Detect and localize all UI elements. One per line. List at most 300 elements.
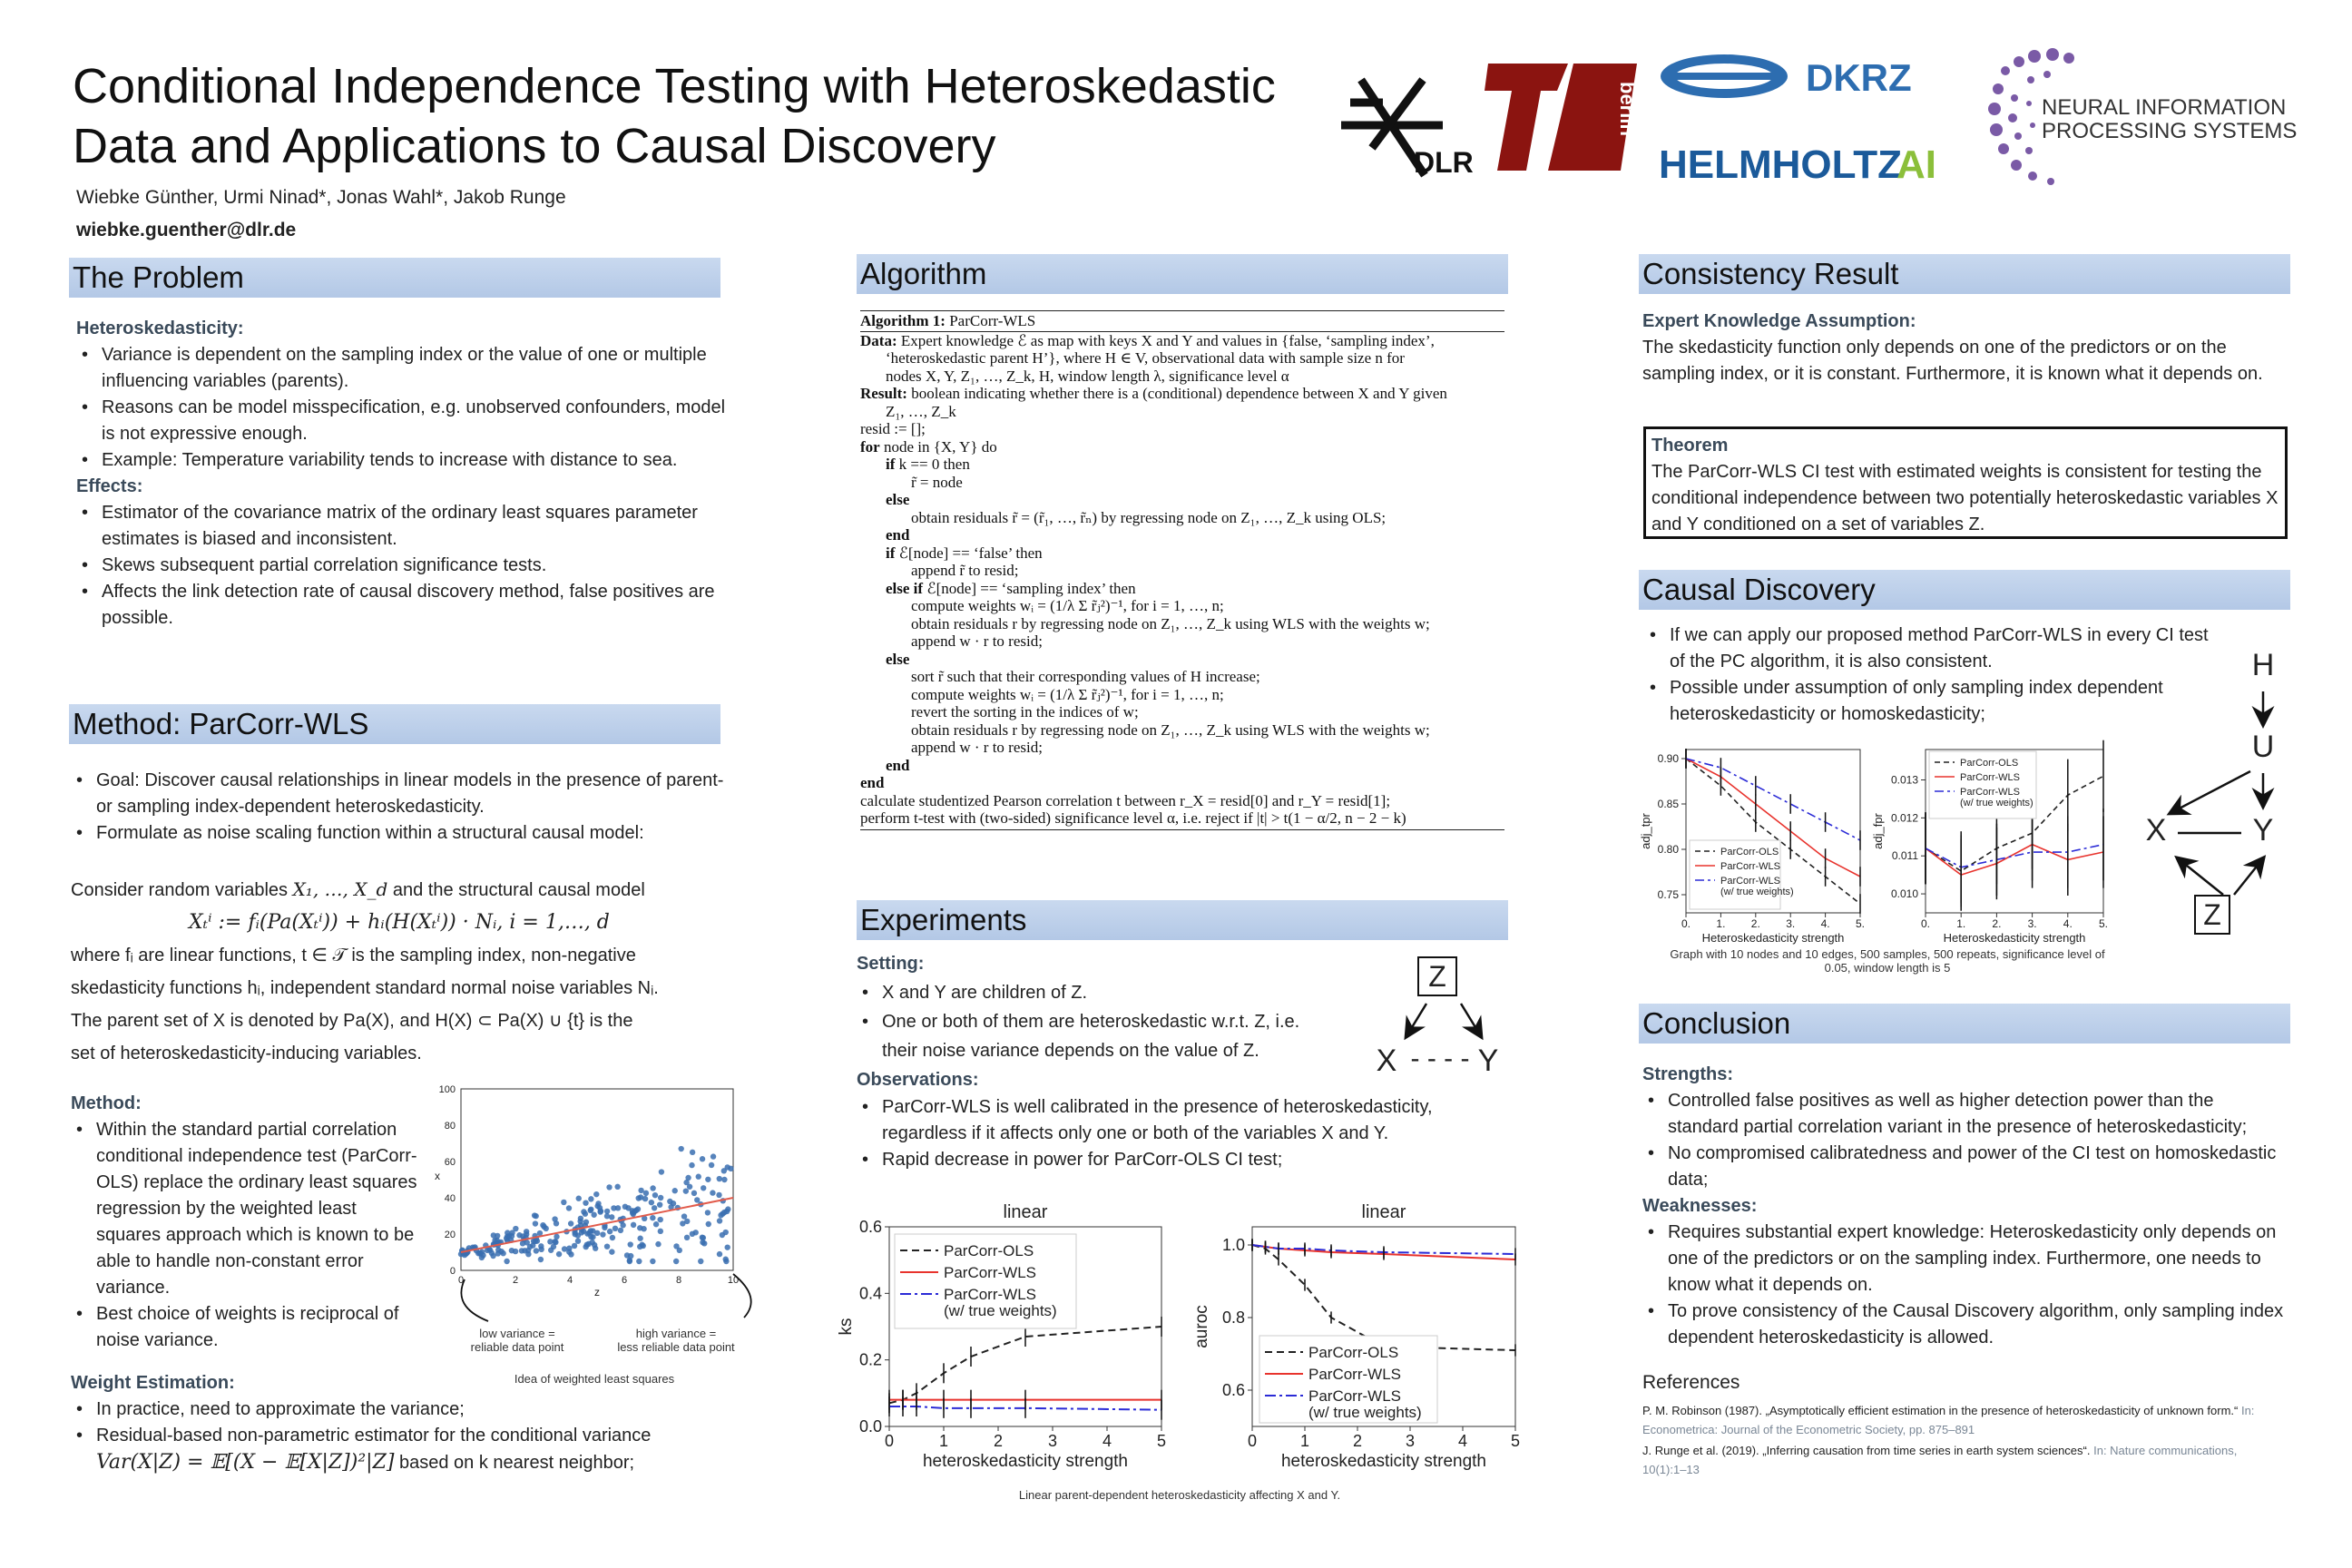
- scatter-point: [509, 1233, 514, 1239]
- theorem-text: The ParCorr-WLS CI test with estimated weights is consistent for testing the conditional independence between two potentially heteroskedastic variables X and Y conditioned on a set of variables Z.: [1651, 462, 2278, 534]
- list-item: • Residual-based non-parametric estimator for the conditional variance: [71, 1423, 724, 1449]
- algorithm-text: boolean indicating whether there is a (conditional) dependence between X and Y given: [906, 385, 1447, 402]
- list-item: • ParCorr-WLS is well calibrated in the presence of heteroskedasticity, regardless if it affects only one or both of the variables X and Y.: [857, 1094, 1483, 1147]
- scatter-point: [504, 1259, 509, 1264]
- y-tick-label: 1.0: [1221, 1236, 1245, 1254]
- scatter-point: [658, 1229, 663, 1234]
- scatter-point: [583, 1220, 589, 1225]
- algorithm-text: compute weights wᵢ = (1/λ Σ r̃ⱼ²)⁻¹, for i = 1, …, n;: [911, 597, 1224, 614]
- problem-heading-heteroskedasticity: Heteroskedasticity:: [76, 318, 244, 338]
- algorithm-line: [860, 368, 1504, 386]
- x-tick-label: 2.: [1750, 917, 1760, 930]
- x-axis-label: z: [594, 1286, 600, 1298]
- causal-caption: Graph with 10 nodes and 10 edges, 500 samples, 500 repeats, significance level of 0.05, window length is 5: [1670, 947, 2105, 975]
- y-tick-label: 0.6: [1221, 1381, 1245, 1399]
- scatter-point: [683, 1188, 689, 1193]
- scatter-point: [597, 1209, 603, 1214]
- algorithm-keyword: if: [886, 544, 896, 562]
- scatter-point: [673, 1243, 679, 1249]
- method-text: skedasticity functions hᵢ, independent standard normal noise variables Nᵢ.: [71, 978, 659, 998]
- algorithm-text: obtain residuals r by regressing node on Z₁, …, Z_k using WLS with the weights w;: [911, 720, 1430, 739]
- x-tick-label: 6: [621, 1275, 628, 1286]
- method-text: The parent set of X is denoted by Pa(X), and H(X) ⊂ Pa(X) ∪ {t} is the: [71, 1011, 633, 1031]
- strengths-heading: Strengths:: [1642, 1064, 1733, 1084]
- scatter-point: [650, 1259, 655, 1264]
- y-tick-label: 0.012: [1890, 811, 1918, 825]
- x-tick-label: 1: [1299, 1432, 1310, 1450]
- scatter-point: [710, 1153, 716, 1159]
- algorithm-line: [860, 686, 1504, 704]
- conclusion-header: Conclusion: [1639, 1004, 2290, 1044]
- tu-berlin-logo-text: berlin: [1616, 82, 1639, 136]
- chart-title: linear: [1003, 1202, 1048, 1222]
- algorithm-line: [860, 562, 1504, 580]
- scatter-point: [635, 1195, 641, 1200]
- algorithm-line: [860, 721, 1504, 740]
- algorithm-line: [860, 757, 1504, 775]
- method-math: X₁, …, X_d: [292, 878, 388, 900]
- algorithm-text: resid := [];: [860, 420, 926, 437]
- scatter-point: [624, 1252, 630, 1258]
- causal-node-u: U: [2251, 730, 2275, 764]
- scatter-point: [628, 1241, 633, 1247]
- observations-heading: Observations:: [857, 1070, 979, 1090]
- list-item: • Formulate as noise scaling function within a structural causal model:: [71, 820, 724, 847]
- scatter-point: [690, 1231, 695, 1237]
- series-line-2: [1926, 845, 2103, 867]
- y-tick-label: 0.85: [1657, 798, 1679, 810]
- scatter-point: [593, 1191, 599, 1197]
- scatter-point: [538, 1247, 544, 1252]
- x-tick-label: 5.: [2098, 917, 2109, 930]
- algorithm-keyword: else: [886, 650, 910, 668]
- y-tick-label: 100: [438, 1084, 456, 1095]
- causal-node-x: X: [2145, 813, 2167, 848]
- scatter-point: [581, 1209, 586, 1214]
- x-tick-label: 3: [1405, 1432, 1416, 1450]
- adj-fpr-chart: [1869, 740, 2114, 949]
- scatter-point: [519, 1248, 524, 1253]
- dkrz-logo: [1661, 40, 1951, 122]
- reference-text: J. Runge et al. (2019). „Inferring causation from time series in earth system sciences“.: [1642, 1444, 2091, 1457]
- algorithm-line: [860, 438, 1504, 456]
- algorithm-text: compute weights wᵢ = (1/λ Σ r̃ⱼ²)⁻¹, for i = 1, …, n;: [911, 685, 1224, 703]
- scatter-point: [590, 1228, 595, 1233]
- causal-discovery-header: Causal Discovery: [1639, 570, 2290, 610]
- annotation-arrow-low: [461, 1279, 488, 1321]
- scatter-point: [606, 1184, 612, 1190]
- y-tick-label: 0.0: [858, 1417, 882, 1436]
- list-item: • X and Y are children of Z.: [857, 978, 1328, 1007]
- scatter-point: [500, 1250, 505, 1256]
- scatter-point: [534, 1248, 539, 1253]
- authors: Wiebke Günther, Urmi Ninad*, Jonas Wahl*, Jakob Runge: [76, 187, 566, 208]
- scatter-point: [627, 1259, 632, 1264]
- scatter-point: [513, 1226, 518, 1231]
- method-intro: [71, 768, 724, 847]
- neurips-text-2: PROCESSING SYSTEMS: [2042, 119, 2298, 143]
- legend-label: ParCorr-WLS: [1960, 772, 2021, 783]
- problem-header: The Problem: [69, 258, 720, 298]
- algorithm-text: append w · r to resid;: [911, 632, 1043, 650]
- scatter-point: [637, 1225, 642, 1230]
- ks-chart: [835, 1200, 1171, 1481]
- causal-graph-edges: [2132, 635, 2296, 926]
- x-tick-label: 4.: [2063, 917, 2073, 930]
- scatter-point: [681, 1213, 687, 1219]
- scatter-point: [568, 1220, 573, 1226]
- scatter-point: [561, 1200, 566, 1205]
- dlr-logo: [1325, 62, 1474, 180]
- y-tick-label: 0.010: [1890, 887, 1918, 901]
- scatter-point: [524, 1231, 529, 1237]
- scatter-point: [657, 1201, 662, 1207]
- scatter-point: [604, 1213, 610, 1219]
- y-tick-label: 80: [444, 1121, 456, 1132]
- x-tick-label: 0: [457, 1275, 465, 1286]
- algorithm-line: [860, 651, 1504, 669]
- scatter-point: [593, 1246, 598, 1251]
- scatter-point: [533, 1220, 538, 1226]
- scatter-point: [658, 1195, 663, 1200]
- scatter-point: [589, 1240, 594, 1245]
- scatter-point: [588, 1196, 593, 1201]
- scatter-point: [667, 1199, 672, 1204]
- scatter-point: [701, 1185, 706, 1191]
- algorithm-line: [860, 332, 1504, 350]
- graph-node-y: Y: [1477, 1044, 1499, 1078]
- scatter-point: [691, 1191, 697, 1196]
- scatter-point: [533, 1213, 538, 1219]
- algorithm-text: revert the sorting in the indices of w;: [911, 703, 1139, 720]
- experiments-header: Experiments: [857, 900, 1508, 940]
- scatter-point: [538, 1257, 544, 1262]
- scatter-point: [479, 1255, 485, 1260]
- problem-heading-effects: Effects:: [76, 476, 143, 496]
- list-item: • To prove consistency of the Causal Discovery algorithm, only sampling index dependent heteroskedasticity is allowed.: [1642, 1298, 2288, 1351]
- scatter-point: [717, 1176, 722, 1181]
- scatter-point: [566, 1245, 572, 1250]
- scatter-point: [600, 1231, 605, 1237]
- poster-title: [73, 56, 1325, 176]
- x-tick-label: 3.: [2027, 917, 2037, 930]
- assumption-text: The skedasticity function only depends on one of the predictors or on the sampling index, or it is constant. Furthermore, it is known what it depends on.: [1642, 338, 2263, 384]
- scatter-point: [679, 1146, 684, 1152]
- scatter-point: [615, 1205, 621, 1210]
- algorithm-line: [860, 792, 1504, 810]
- y-axis-label: adj_tpr: [1639, 813, 1652, 849]
- algorithm-text: obtain residuals r by regressing node on Z₁, …, Z_k using WLS with the weights w;: [911, 614, 1430, 632]
- theorem-heading: Theorem: [1651, 436, 1729, 456]
- list-item: • Requires substantial expert knowledge: Heteroskedasticity only depends on one of the predictors or on the sampling index. Furthermore, one needs to know what it depends on.: [1642, 1220, 2288, 1298]
- scatter-point: [636, 1259, 642, 1264]
- weight-estimation-heading: Weight Estimation:: [71, 1373, 235, 1393]
- x-tick-label: 3.: [1786, 917, 1796, 930]
- scatter-point: [553, 1240, 558, 1245]
- algorithm-line: [860, 774, 1504, 792]
- scatter-point: [635, 1206, 641, 1211]
- x-tick-label: 8: [675, 1275, 682, 1286]
- list-item: • Skews subsequent partial correlation significance tests.: [76, 553, 730, 579]
- scatter-point: [578, 1216, 583, 1221]
- algorithm-keyword: end: [886, 526, 910, 544]
- algorithm-line: [860, 632, 1504, 651]
- scatter-point: [684, 1219, 690, 1224]
- title-line-2: Data and Applications to Causal Discovery: [73, 119, 996, 173]
- algorithm-line: [860, 703, 1504, 721]
- scatter-point: [653, 1221, 659, 1227]
- scatter-point: [689, 1162, 694, 1168]
- y-tick-label: 0.4: [858, 1284, 882, 1303]
- legend-label: ParCorr-WLS (w/ true weights): [944, 1286, 1057, 1319]
- scatter-point: [673, 1259, 679, 1264]
- algorithm-text: calculate studentized Pearson correlation t between r_X = resid[0] and r_Y = resid[1];: [860, 791, 1391, 809]
- algorithm-text: sort r̃ such that their corresponding values of H increase;: [911, 668, 1260, 685]
- scatter-point: [717, 1251, 722, 1257]
- reference-text: In: Nature communications,: [2090, 1444, 2238, 1457]
- scatter-point: [698, 1259, 703, 1264]
- list-item: • One or both of them are heteroskedastic w.r.t. Z, i.e. their noise variance depends on the value of Z.: [857, 1007, 1328, 1065]
- scatter-point: [705, 1210, 710, 1215]
- wls-scatter-chart: [425, 1080, 769, 1361]
- scatter-point: [639, 1242, 644, 1248]
- x-tick-label: 1: [938, 1432, 949, 1450]
- algorithm-line: [860, 491, 1504, 509]
- y-tick-label: 0.80: [1657, 843, 1679, 856]
- algorithm-text: r̃ = node: [911, 473, 963, 491]
- legend-label: ParCorr-OLS: [1720, 847, 1779, 858]
- reference-text: 10(1):1–13: [1642, 1463, 1700, 1476]
- scatter-point: [547, 1239, 553, 1244]
- reference-2: [1642, 1441, 2314, 1479]
- list-item: • Within the standard partial correlation conditional independence test (ParCorr-OLS) replace the ordinary least squares regression by the weighted least squares approach which is known to be able to handle non-constant error variance.: [71, 1117, 425, 1301]
- algorithm-header: Algorithm: [857, 254, 1508, 294]
- reference-text: In:: [2238, 1404, 2255, 1417]
- scatter-point: [609, 1249, 614, 1254]
- x-tick-label: 5: [1156, 1432, 1167, 1450]
- scatter-point: [610, 1235, 615, 1240]
- method-text: where fᵢ are linear functions, t ∈ 𝒯 is the sampling index, non-negative: [71, 946, 636, 965]
- weight-estimation: [71, 1370, 724, 1476]
- x-axis-label: heteroskedasticity strength: [1280, 1452, 1487, 1471]
- theorem-box: [1643, 426, 2288, 539]
- scatter-point: [494, 1238, 499, 1243]
- x-tick-label: 1.: [1716, 917, 1726, 930]
- graph-dashed-edge: - - - -: [1410, 1044, 1470, 1073]
- algorithm-keyword: Result:: [860, 385, 907, 402]
- legend-label: ParCorr-WLS (w/ true weights): [1960, 787, 2034, 808]
- algorithm-line: [860, 349, 1504, 368]
- annotation-low-variance: low variance = reliable data point: [470, 1327, 564, 1354]
- algorithm-text: append w · r to resid;: [911, 739, 1043, 756]
- scatter-point: [643, 1191, 649, 1196]
- scatter-point: [716, 1192, 721, 1198]
- helmholtz-ai-text: AI: [1896, 142, 1936, 187]
- x-axis-label: Heteroskedasticity strength: [1943, 931, 2086, 945]
- scatter-point: [556, 1251, 562, 1257]
- y-tick-label: 0.011: [1891, 849, 1918, 863]
- x-tick-label: 0: [1247, 1432, 1258, 1450]
- algorithm-keyword: end: [886, 756, 910, 774]
- x-tick-label: 2: [993, 1432, 1004, 1450]
- scatter-point: [725, 1244, 730, 1250]
- algorithm-line: [860, 739, 1504, 757]
- series-line-2: [1686, 759, 1860, 840]
- scatter-point: [650, 1185, 655, 1191]
- list-item: • Rapid decrease in power for ParCorr-OLS CI test;: [857, 1147, 1483, 1173]
- x-tick-label: 2.: [1992, 917, 2002, 930]
- scatter-point: [630, 1208, 635, 1213]
- y-axis-label: x: [435, 1170, 440, 1182]
- chart-title: linear: [1361, 1202, 1406, 1222]
- scatter-point: [614, 1184, 620, 1190]
- experiments-caption: Linear parent-dependent heteroskedasticity affecting X and Y.: [1018, 1488, 1341, 1502]
- scatter-point: [620, 1222, 625, 1228]
- algorithm-line: [860, 809, 1504, 828]
- scatter-point: [540, 1222, 545, 1228]
- causal-node-y: Y: [2252, 813, 2274, 848]
- method-text: and the structural causal model: [387, 880, 645, 900]
- scatter-point: [723, 1230, 729, 1235]
- x-tick-label: 3: [1047, 1432, 1058, 1450]
- algorithm-line: [860, 385, 1504, 403]
- algorithm-text: ‘heteroskedastic parent H’}, where H ∈ V, observational data with sample size n for: [886, 349, 1405, 367]
- graph-node-x: X: [1376, 1044, 1397, 1078]
- y-tick-label: 40: [444, 1193, 456, 1204]
- dkrz-logo-text: DKRZ: [1806, 56, 1912, 99]
- scatter-point: [525, 1248, 531, 1253]
- scatter-point: [709, 1162, 714, 1168]
- scatter-point: [721, 1177, 727, 1182]
- dlr-logo-text: DLR: [1414, 146, 1474, 179]
- list-item: • Variance is dependent on the sampling index or the value of one or multiple influencing variables (parents).: [76, 342, 730, 395]
- x-axis-label: heteroskedasticity strength: [922, 1452, 1129, 1471]
- scatter-point: [618, 1228, 623, 1233]
- algorithm-line: [860, 580, 1504, 598]
- scatter-point: [705, 1177, 710, 1182]
- conclusion-section: [1642, 1062, 2288, 1351]
- algorithm-text: ℰ[node] == ‘false’ then: [895, 544, 1043, 562]
- legend-label: ParCorr-OLS: [1960, 758, 2019, 769]
- scatter-point: [652, 1205, 657, 1210]
- algorithm-keyword: for: [860, 437, 880, 456]
- scatter-point: [576, 1196, 582, 1201]
- list-item: • Reasons can be model misspecification, e.g. unobserved confounders, model is not expressive enough.: [76, 395, 730, 447]
- x-tick-label: 1.: [1956, 917, 1966, 930]
- algorithm-text: node in {X, Y} do: [879, 437, 997, 456]
- scatter-point: [690, 1150, 695, 1155]
- y-tick-label: 0.2: [858, 1350, 882, 1369]
- scatter-point: [583, 1200, 588, 1205]
- algorithm-box: [860, 310, 1504, 830]
- scatter-point: [490, 1253, 495, 1259]
- algorithm-line: [860, 668, 1504, 686]
- scatter-point: [612, 1226, 618, 1231]
- helmholtz-ai-logo: [1659, 136, 1949, 191]
- neurips-logo: [1978, 44, 2323, 198]
- x-tick-label: 5.: [1855, 917, 1866, 930]
- algorithm-caption-label: Algorithm 1:: [860, 312, 946, 329]
- scatter-point: [687, 1184, 692, 1190]
- scatter-point: [725, 1206, 730, 1211]
- scatter-point: [700, 1156, 705, 1161]
- algorithm-line: [860, 456, 1504, 474]
- scatter-point: [533, 1239, 538, 1244]
- x-tick-label: 0: [884, 1432, 895, 1450]
- method-text: Consider random variables: [71, 880, 293, 900]
- algorithm-text: Expert knowledge ℰ as map with keys X and Y and values in {false, ‘sampling index’,: [897, 331, 1435, 349]
- legend-label: ParCorr-WLS: [1720, 861, 1781, 872]
- tu-berlin-logo: [1485, 64, 1639, 172]
- x-tick-label: 4: [566, 1275, 573, 1286]
- scatter-point: [604, 1243, 610, 1249]
- scatter-point: [684, 1235, 690, 1240]
- legend-label: ParCorr-OLS: [944, 1242, 1034, 1259]
- title-line-1: Conditional Independence Testing with Heteroskedastic: [73, 59, 1276, 113]
- algorithm-text: nodes X, Y, Z₁, …, Z_k, H, window length λ, significance level α: [886, 367, 1289, 385]
- y-tick-label: 0.90: [1657, 752, 1679, 765]
- scatter-point: [588, 1207, 593, 1212]
- y-tick-label: 60: [444, 1157, 456, 1168]
- scatter-point: [607, 1229, 612, 1234]
- scatter-point: [655, 1241, 661, 1247]
- list-item: • If we can apply our proposed method ParCorr-WLS in every CI test of the PC algorithm, it is also consistent.: [1644, 622, 2225, 675]
- x-tick-label: 2: [1352, 1432, 1363, 1450]
- method-text: set of heteroskedasticity-inducing variables.: [71, 1044, 422, 1063]
- wls-figure-caption: Idea of weighted least squares: [514, 1372, 675, 1386]
- series-line-1: [1926, 845, 2103, 875]
- series-line-0: [1252, 1245, 1515, 1350]
- scatter-point: [554, 1220, 559, 1226]
- algorithm-keyword: else: [886, 491, 910, 508]
- scatter-point: [562, 1246, 567, 1251]
- algorithm-text: k == 0 then: [895, 456, 970, 473]
- x-tick-label: 2: [512, 1275, 519, 1286]
- scatter-point: [701, 1235, 706, 1240]
- algorithm-text: Z₁, …, Z_k: [886, 402, 956, 420]
- method-header: Method: ParCorr-WLS: [69, 704, 720, 744]
- problem-section: [76, 316, 730, 632]
- scatter-point: [696, 1174, 701, 1180]
- scatter-point: [717, 1218, 722, 1223]
- list-item: • Possible under assumption of only sampling index dependent heteroskedasticity or homoskedasticity;: [1644, 675, 2225, 728]
- x-tick-label: 4: [1102, 1432, 1112, 1450]
- list-item: • Estimator of the covariance matrix of the ordinary least squares parameter estimates is biased and inconsistent.: [76, 500, 730, 553]
- scatter-point: [685, 1175, 691, 1181]
- algorithm-caption: ParCorr-WLS: [945, 312, 1036, 329]
- algorithm-line: [860, 474, 1504, 492]
- x-axis-label: Heteroskedasticity strength: [1701, 931, 1845, 945]
- scatter-point: [672, 1188, 678, 1193]
- scatter-point: [642, 1196, 648, 1201]
- annotation-high-variance: high variance = less reliable data point: [617, 1327, 735, 1354]
- x-tick-label: 4: [1457, 1432, 1468, 1450]
- scm-equation: Xₜⁱ := fᵢ(Pa(Xₜⁱ)) + hᵢ(H(Xₜⁱ)) · Nᵢ, i = 1,…, d: [189, 911, 610, 934]
- algorithm-text: obtain residuals r̃ = (r̃₁, …, r̃ₙ) by regressing node on Z₁, …, Z_k using OLS;: [911, 508, 1387, 526]
- legend-label: ParCorr-WLS (w/ true weights): [1308, 1387, 1422, 1421]
- scatter-point: [650, 1215, 655, 1220]
- y-axis-label: adj_fpr: [1871, 813, 1885, 849]
- algorithm-text: perform t-test with (two-sided) significance level α, i.e. reject if |t| > t(1 − α/2, n − 2 − k): [860, 809, 1406, 827]
- algorithm-line: [860, 544, 1504, 563]
- x-tick-label: 0.: [1681, 917, 1691, 930]
- weaknesses-heading: Weaknesses:: [1642, 1196, 1758, 1216]
- algorithm-line: [860, 420, 1504, 438]
- adj-tpr-chart: [1633, 740, 1869, 949]
- neurips-text-1: NEURAL INFORMATION: [2042, 95, 2287, 120]
- list-item: • Example: Temperature variability tends to increase with distance to sea.: [76, 447, 730, 474]
- references-heading: References: [1642, 1372, 1740, 1393]
